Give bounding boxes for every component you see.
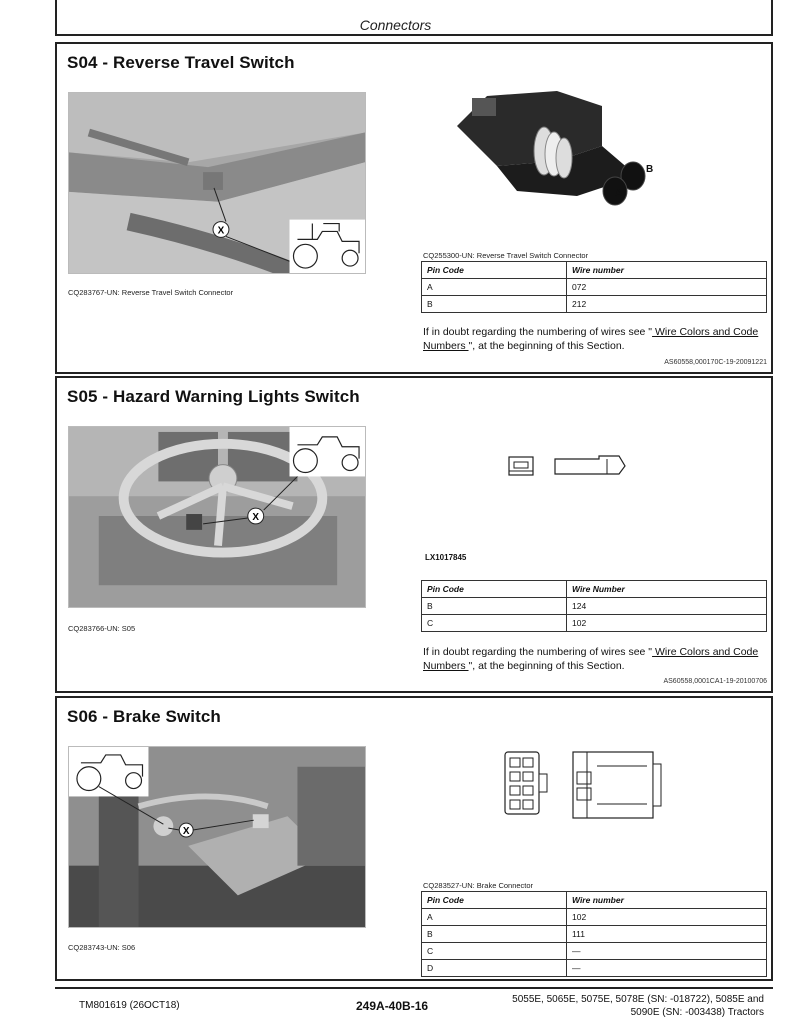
table-header-row: [422, 581, 767, 598]
table-row: [422, 279, 767, 296]
table-cell: A: [422, 909, 567, 926]
note-suffix: ", at the beginning of this Section.: [468, 660, 625, 672]
document-reference: AS60558,000170C-19-20091221: [664, 359, 767, 366]
table-cell: —: [567, 960, 767, 977]
table-cell: 124: [567, 598, 767, 615]
wire-table: [421, 891, 767, 977]
section-title: S04 - Reverse Travel Switch: [67, 53, 295, 72]
reverse-switch-photo: [68, 92, 366, 274]
table-cell: 212: [567, 296, 767, 313]
connector-caption: CQ283527-UN: Brake Connector: [423, 881, 534, 890]
footer-manual-id: TM801619 (26OCT18): [79, 1000, 180, 1011]
wire-table: [421, 580, 767, 632]
hazard-switch-photo: [68, 426, 366, 608]
wire-colors-note: [423, 325, 773, 353]
table-row: [422, 960, 767, 977]
document-reference: AS60558,0001CA1-19-20100706: [663, 678, 767, 685]
table-row: [422, 909, 767, 926]
table-header-cell: Pin Code: [422, 581, 567, 598]
wire-table: [421, 261, 767, 313]
footer-page-number: 249A-40B-16: [356, 999, 429, 1013]
photo-caption: CQ283767-UN: Reverse Travel Switch Connector: [68, 288, 234, 297]
note-prefix: If in doubt regarding the numbering of wires see ": [423, 646, 653, 658]
section-title: S05 - Hazard Warning Lights Switch: [67, 387, 360, 406]
table-cell: —: [567, 943, 767, 960]
section-s04: [55, 42, 773, 374]
table-header-cell: Pin Code: [422, 892, 567, 909]
footer-models: [474, 993, 764, 1019]
footer-models-line1: 5055E, 5065E, 5075E, 5078E (SN: -018722), 5085E and: [512, 994, 764, 1005]
table-row: [422, 926, 767, 943]
table-cell: 072: [567, 279, 767, 296]
svg-text:X: X: [217, 225, 225, 237]
brake-switch-photo: [68, 746, 366, 928]
reverse-switch-connector-drawing: [437, 66, 667, 206]
table-cell: 102: [567, 615, 767, 632]
wire-colors-link[interactable]: Wire Colors and Code Numbers: [423, 646, 759, 672]
section-s05: [55, 376, 773, 693]
table-cell: B: [422, 296, 567, 313]
table-row: [422, 598, 767, 615]
wire-colors-link[interactable]: Wire Colors and Code Numbers: [423, 326, 759, 352]
table-header-row: [422, 262, 767, 279]
section-s06: [55, 696, 773, 981]
hazard-switch-connector-drawing: [507, 454, 647, 478]
table-cell: A: [422, 279, 567, 296]
table-cell: C: [422, 615, 567, 632]
connector-caption: LX1017845: [425, 553, 467, 562]
footer-models-line2: 5090E (SN: -003438) Tractors: [630, 1007, 764, 1018]
section-title: S06 - Brake Switch: [67, 707, 221, 726]
photo-caption: CQ283743-UN: S06: [68, 943, 136, 952]
footer-divider: [55, 987, 773, 989]
table-cell: B: [422, 598, 567, 615]
table-header-cell: Wire number: [567, 892, 767, 909]
wire-colors-note: [423, 645, 773, 673]
table-cell: 102: [567, 909, 767, 926]
brake-switch-connector-drawing: [497, 744, 667, 824]
table-header-cell: Wire number: [567, 262, 767, 279]
table-cell: D: [422, 960, 567, 977]
table-header-cell: Wire Number: [567, 581, 767, 598]
note-prefix: If in doubt regarding the numbering of wires see ": [423, 326, 653, 338]
svg-text:X: X: [252, 511, 260, 523]
connector-caption: CQ255300-UN: Reverse Travel Switch Connector: [423, 251, 589, 260]
table-row: [422, 943, 767, 960]
note-suffix: ", at the beginning of this Section.: [468, 340, 625, 352]
page-header-title: Connectors: [359, 17, 432, 33]
photo-caption: CQ283766-UN: S05: [68, 624, 136, 633]
connector-label-b: B: [646, 164, 654, 175]
table-cell: 111: [567, 926, 767, 943]
connector-label-a: A: [615, 188, 623, 199]
table-row: [422, 296, 767, 313]
table-cell: C: [422, 943, 567, 960]
table-header-cell: Pin Code: [422, 262, 567, 279]
svg-text:X: X: [182, 826, 190, 838]
table-cell: B: [422, 926, 567, 943]
table-header-row: [422, 892, 767, 909]
table-row: [422, 615, 767, 632]
